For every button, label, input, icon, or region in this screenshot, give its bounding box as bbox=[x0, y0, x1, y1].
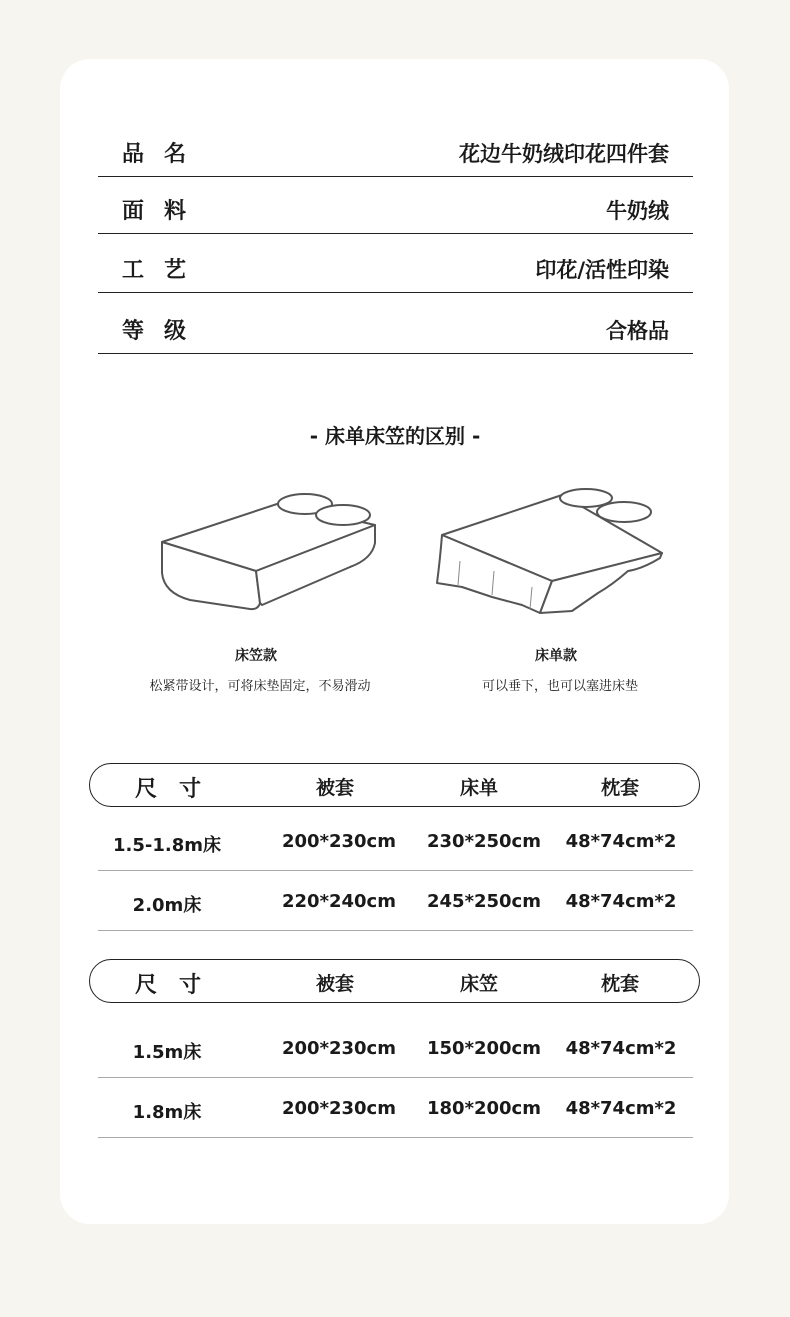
header-duvet: 被套 bbox=[315, 973, 354, 995]
size-cell: 1.5-1.8m床 bbox=[113, 835, 221, 856]
size-cell: 1.5m床 bbox=[132, 1042, 202, 1063]
fitted-sheet-desc: 松紧带设计，可将床垫固定，不易滑动 bbox=[149, 679, 371, 694]
duvet-cell: 200*230cm bbox=[282, 1098, 396, 1119]
spec-value: 花边牛奶绒印花四件套 bbox=[459, 142, 669, 166]
size-table-1-header bbox=[89, 763, 700, 807]
pillowcase-cell: 48*74cm*2 bbox=[565, 1098, 677, 1119]
table-row bbox=[98, 1017, 693, 1078]
header-size: 尺寸 bbox=[134, 973, 223, 998]
spec-row-name bbox=[98, 126, 693, 177]
duvet-cell: 200*230cm bbox=[282, 831, 396, 852]
size-cell: 1.8m床 bbox=[132, 1102, 202, 1123]
spec-row-craft bbox=[98, 234, 693, 293]
spec-value: 印花/活性印染 bbox=[535, 258, 669, 282]
pillowcase-cell: 48*74cm*2 bbox=[565, 1038, 677, 1059]
size-table-2-header bbox=[89, 959, 700, 1003]
flat-sheet-desc: 可以垂下，也可以塞进床垫 bbox=[481, 679, 638, 694]
sheet-cell: 230*250cm bbox=[427, 831, 541, 852]
spec-label: 面料 bbox=[122, 199, 207, 224]
spec-label: 工艺 bbox=[122, 258, 207, 283]
fitted-sheet-cell: 150*200cm bbox=[427, 1038, 541, 1059]
header-size: 尺寸 bbox=[134, 777, 223, 802]
table-row bbox=[98, 810, 693, 871]
table-row bbox=[98, 870, 693, 931]
header-pillowcase: 枕套 bbox=[600, 973, 639, 995]
header-duvet: 被套 bbox=[315, 777, 354, 799]
fitted-sheet-name: 床笠款 bbox=[235, 648, 277, 664]
table-row bbox=[98, 1077, 693, 1138]
header-sheet: 床单 bbox=[459, 777, 498, 799]
spec-row-grade bbox=[98, 293, 693, 354]
flat-sheet-name: 床单款 bbox=[535, 648, 577, 664]
pillowcase-cell: 48*74cm*2 bbox=[565, 891, 677, 912]
sheet-cell: 245*250cm bbox=[427, 891, 541, 912]
duvet-cell: 200*230cm bbox=[282, 1038, 396, 1059]
spec-value: 牛奶绒 bbox=[606, 199, 669, 223]
difference-title: - 床单床笠的区别 - bbox=[309, 424, 481, 448]
spec-value: 合格品 bbox=[606, 319, 669, 343]
flat-sheet-illustration bbox=[432, 485, 672, 615]
fitted-sheet-illustration bbox=[150, 485, 390, 615]
spec-label: 等级 bbox=[122, 319, 207, 344]
duvet-cell: 220*240cm bbox=[282, 891, 396, 912]
header-fitted-sheet: 床笠 bbox=[459, 973, 498, 995]
spec-label: 品名 bbox=[122, 142, 207, 167]
fitted-sheet-cell: 180*200cm bbox=[427, 1098, 541, 1119]
header-pillowcase: 枕套 bbox=[600, 777, 639, 799]
pillowcase-cell: 48*74cm*2 bbox=[565, 831, 677, 852]
size-cell: 2.0m床 bbox=[132, 895, 202, 916]
spec-row-fabric bbox=[98, 177, 693, 234]
